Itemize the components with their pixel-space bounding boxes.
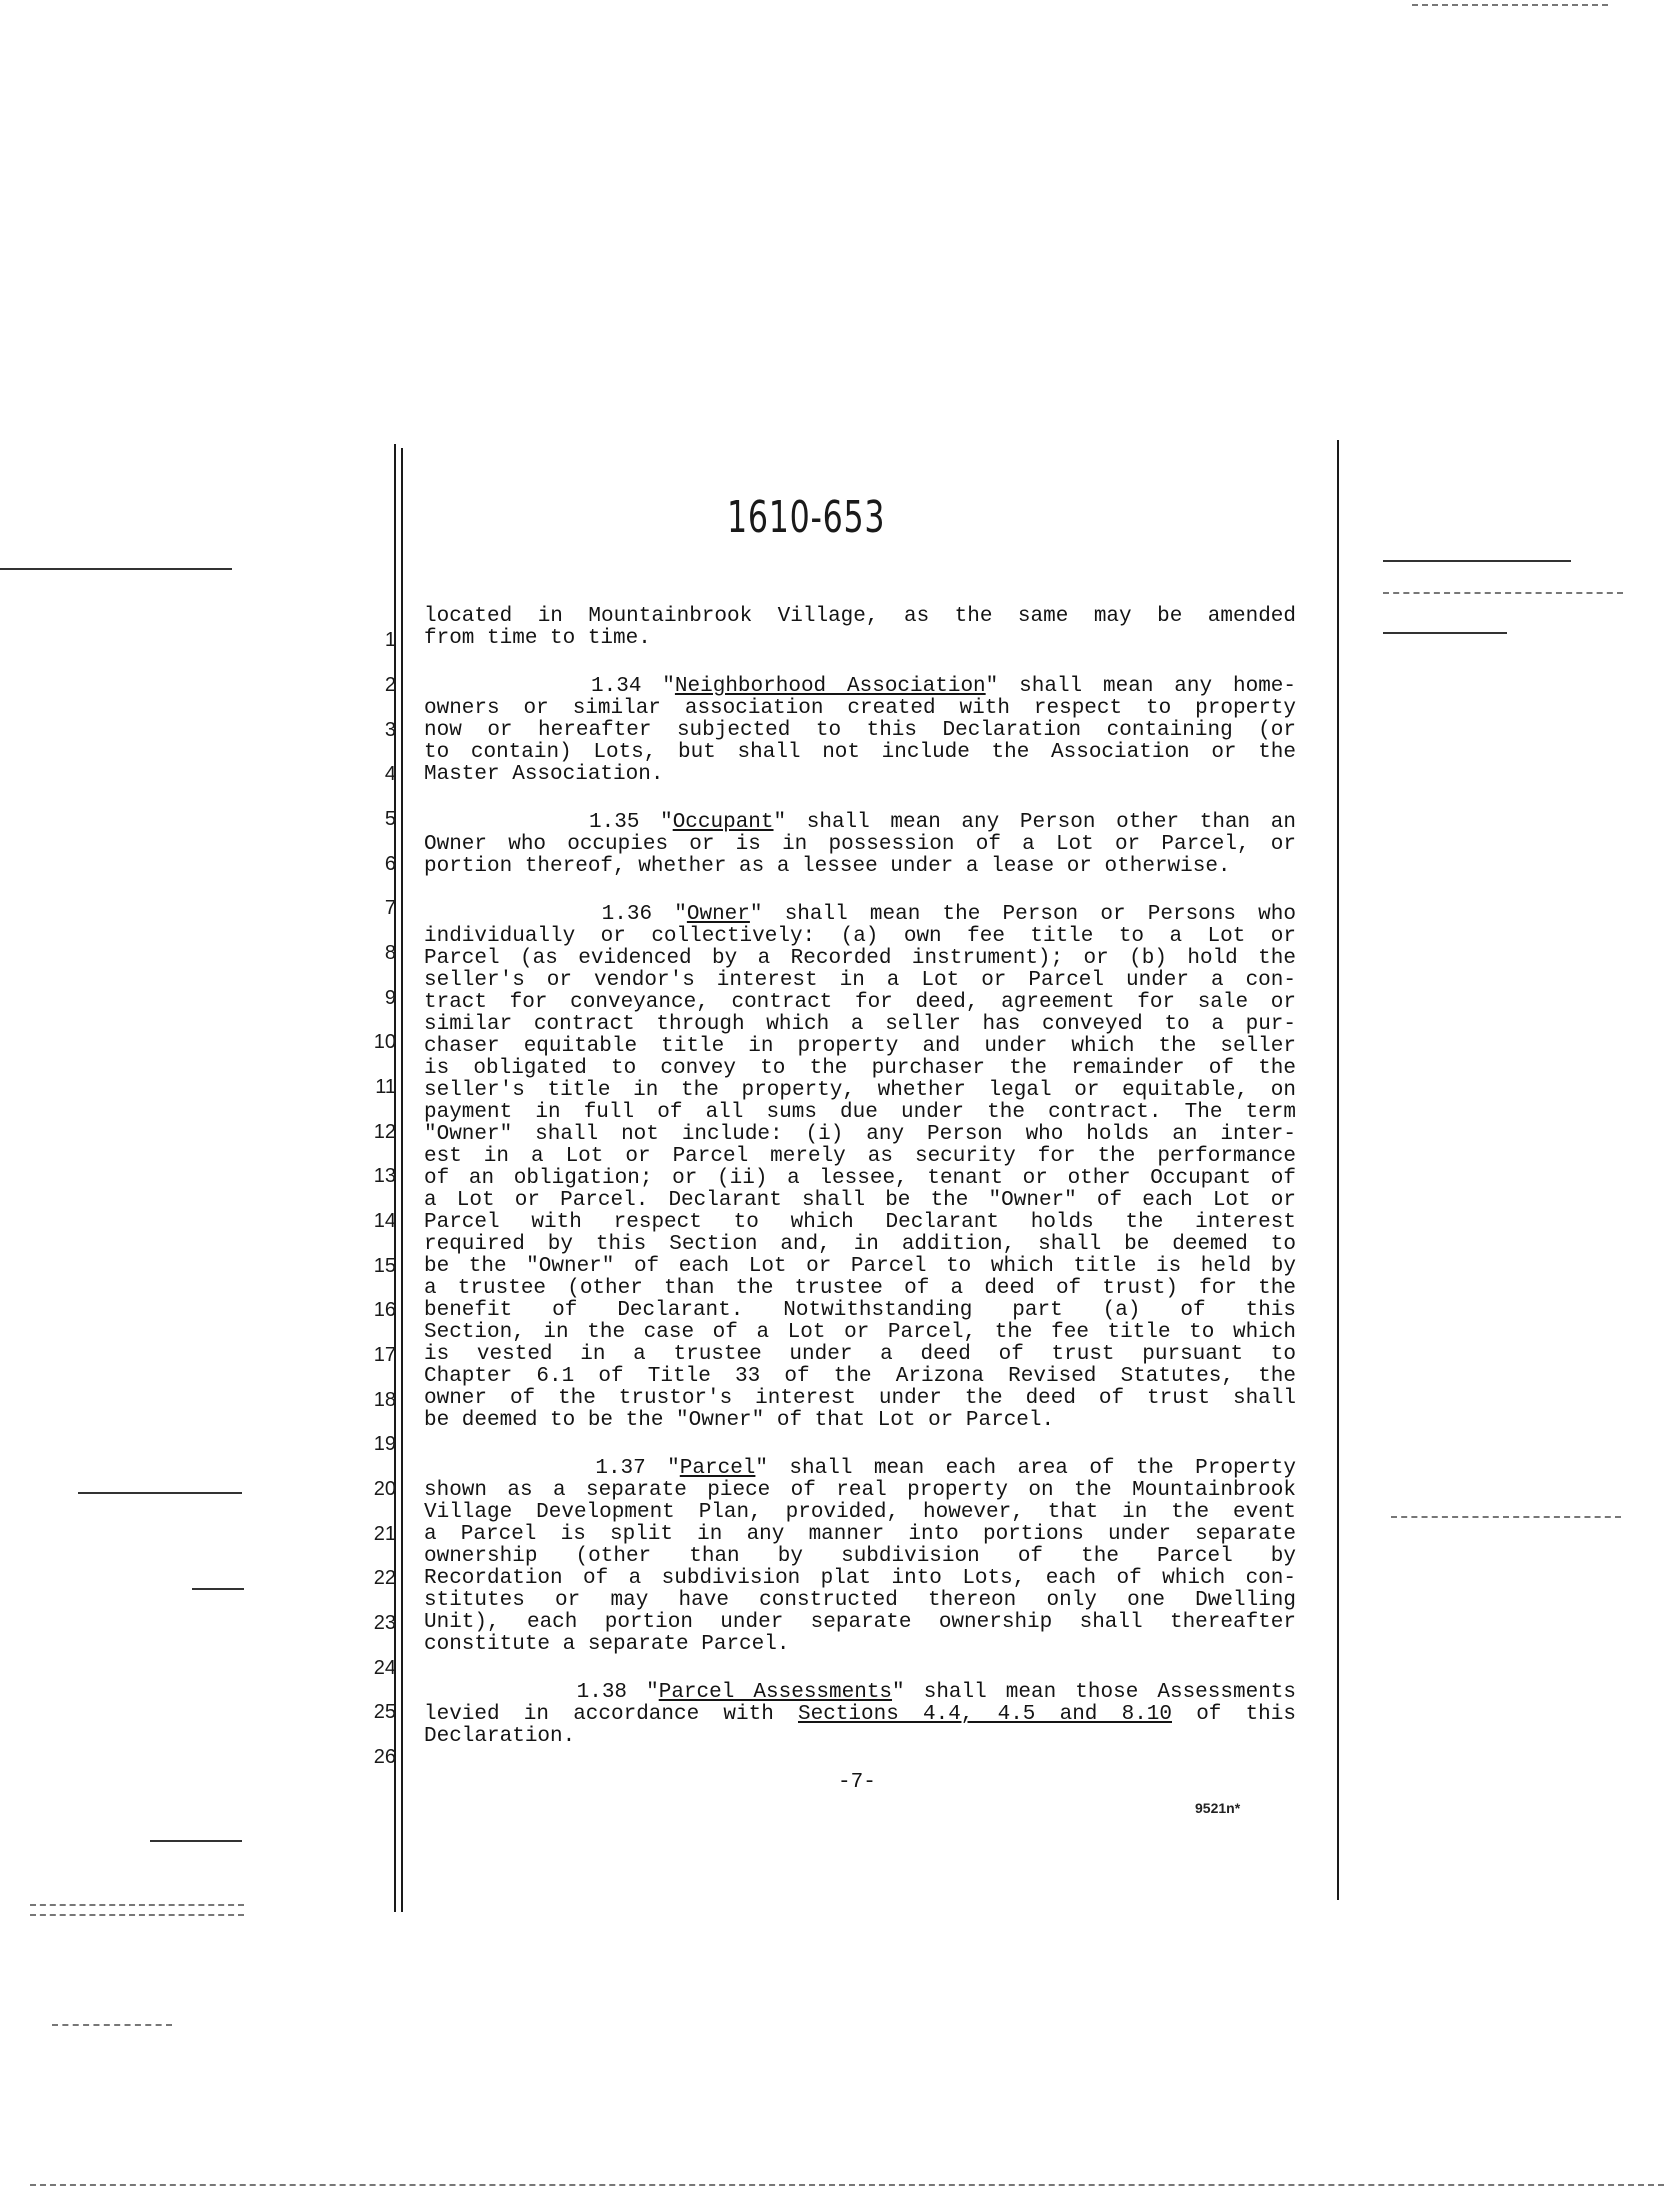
scan-mark: [1391, 1516, 1621, 1518]
text-line: chaser equitable title in property and under which the seller: [424, 1035, 1296, 1058]
text-line: Section, in the case of a Lot or Parcel, the fee title to which: [424, 1321, 1296, 1344]
line-number: 23: [373, 1612, 396, 1634]
defined-term: Parcel: [679, 1457, 756, 1480]
defined-term: Parcel Assessments: [658, 1681, 893, 1704]
defined-term: Sections 4.4, 4.5 and 8.10: [798, 1703, 1172, 1726]
line-number: 25: [373, 1701, 396, 1723]
line-number: 12: [373, 1121, 396, 1143]
text-line: Recordation of a subdivision plat into Lots, each of which con-: [424, 1567, 1296, 1590]
text-line: be deemed to be the "Owner" of that Lot or Parcel.: [424, 1409, 1055, 1432]
defined-term: Owner: [686, 903, 750, 926]
text-line: required by this Section and, in addition, shall be deemed to: [424, 1233, 1296, 1256]
text-line: from time to time.: [424, 627, 651, 650]
text-line: "Owner" shall not include: (i) any Person who holds an inter-: [424, 1123, 1296, 1146]
text-line: be the "Owner" of each Lot or Parcel to which title is held by: [424, 1255, 1296, 1278]
line-number: 7: [384, 897, 396, 919]
text-line: Parcel with respect to which Declarant holds the interest: [424, 1211, 1296, 1234]
text-line: owners or similar association created with respect to property: [424, 697, 1296, 720]
text-line: located in Mountainbrook Village, as the same may be amended: [424, 605, 1296, 628]
scan-mark: [30, 2184, 1664, 2186]
text-line: 1.37 "Parcel" shall mean each area of the Property: [424, 1457, 1296, 1480]
text-line: 1.35 "Occupant" shall mean any Person other than an: [424, 811, 1296, 834]
document-code: 9521n*: [1195, 1800, 1241, 1816]
scan-mark: [30, 1904, 244, 1906]
right-margin-rule: [1337, 440, 1339, 1900]
line-number: 4: [384, 763, 396, 785]
text-line: a trustee (other than the trustee of a deed of trust) for the: [424, 1277, 1296, 1300]
line-number: 14: [373, 1210, 396, 1232]
scan-mark: [30, 1914, 244, 1916]
text-line: Owner who occupies or is in possession of a Lot or Parcel, or: [424, 833, 1296, 856]
text-line: to contain) Lots, but shall not include the Association or the: [424, 741, 1296, 764]
text-line: a Parcel is split in any manner into portions under separate: [424, 1523, 1296, 1546]
text-line: seller's or vendor's interest in a Lot or Parcel under a con-: [424, 969, 1296, 992]
text-line: seller's title in the property, whether legal or equitable, on: [424, 1079, 1296, 1102]
line-number: 10: [373, 1031, 396, 1053]
text-line: est in a Lot or Parcel merely as security for the performance: [424, 1145, 1296, 1168]
defined-term: Occupant: [672, 811, 774, 834]
text-line: Chapter 6.1 of Title 33 of the Arizona Revised Statutes, the: [424, 1365, 1296, 1388]
line-number: 15: [373, 1255, 396, 1277]
text-line: levied in accordance with Sections 4.4, 4.5 and 8.10 of this: [424, 1703, 1296, 1726]
text-line: Parcel (as evidenced by a Recorded instrument); or (b) hold the: [424, 947, 1296, 970]
text-line: portion thereof, whether as a lessee under a lease or otherwise.: [424, 855, 1231, 878]
text-line: stitutes or may have constructed thereon only one Dwelling: [424, 1589, 1296, 1612]
line-number: 13: [373, 1165, 396, 1187]
line-number: 20: [373, 1478, 396, 1500]
text-line: now or hereafter subjected to this Declaration containing (or: [424, 719, 1296, 742]
text-line: Declaration.: [424, 1725, 576, 1748]
line-number: 16: [373, 1299, 396, 1321]
scan-mark: [1412, 4, 1608, 6]
text-line: Village Development Plan, provided, however, that in the event: [424, 1501, 1296, 1524]
line-number: 1: [384, 629, 396, 651]
text-line: similar contract through which a seller has conveyed to a pur-: [424, 1013, 1296, 1036]
line-number: 6: [384, 853, 396, 875]
scan-mark: [78, 1492, 242, 1494]
text-line: constitute a separate Parcel.: [424, 1633, 790, 1656]
text-line: is vested in a trustee under a deed of trust pursuant to: [424, 1343, 1296, 1366]
defined-term: Neighborhood Association: [674, 675, 986, 698]
line-number: 21: [373, 1523, 396, 1545]
scan-mark: [150, 1840, 242, 1842]
text-line: shown as a separate piece of real property on the Mountainbrook: [424, 1479, 1296, 1502]
text-line: Master Association.: [424, 763, 664, 786]
text-line: 1.38 "Parcel Assessments" shall mean those Assessments: [424, 1681, 1296, 1704]
scan-mark: [192, 1588, 244, 1590]
page-number: -7-: [838, 1771, 876, 1794]
text-line: payment in full of all sums due under the contract. The term: [424, 1101, 1296, 1124]
scan-mark: [1383, 560, 1571, 562]
text-line: individually or collectively: (a) own fee title to a Lot or: [424, 925, 1296, 948]
line-number: 9: [384, 987, 396, 1009]
text-line: benefit of Declarant. Notwithstanding part (a) of this: [424, 1299, 1296, 1322]
text-line: tract for conveyance, contract for deed, agreement for sale or: [424, 991, 1296, 1014]
scan-mark: [1383, 632, 1507, 634]
line-number: 2: [384, 674, 396, 696]
line-number: 11: [375, 1076, 396, 1098]
recording-stamp-number: 1610-653: [727, 492, 886, 543]
left-margin-rule-inner: [401, 448, 403, 1912]
text-line: 1.36 "Owner" shall mean the Person or Persons who: [424, 903, 1296, 926]
line-number: 5: [384, 808, 396, 830]
text-line: 1.34 "Neighborhood Association" shall mean any home-: [424, 675, 1297, 698]
text-line: owner of the trustor's interest under the deed of trust shall: [424, 1387, 1296, 1410]
text-line: is obligated to convey to the purchaser the remainder of the: [424, 1057, 1296, 1080]
text-line: a Lot or Parcel. Declarant shall be the "Owner" of each Lot or: [424, 1189, 1296, 1212]
line-number: 18: [373, 1389, 396, 1411]
scan-mark: [0, 568, 232, 570]
line-number: 19: [373, 1433, 396, 1455]
text-line: Unit), each portion under separate ownership shall thereafter: [424, 1611, 1296, 1634]
line-number: 8: [384, 942, 396, 964]
text-line: of an obligation; or (ii) a lessee, tenant or other Occupant of: [424, 1167, 1296, 1190]
scan-mark: [52, 2024, 172, 2026]
scan-mark: [1383, 592, 1623, 594]
line-number: 22: [373, 1567, 396, 1589]
text-line: ownership (other than by subdivision of the Parcel by: [424, 1545, 1296, 1568]
line-number: 26: [373, 1746, 396, 1768]
line-number: 17: [373, 1344, 396, 1366]
line-number: 24: [373, 1657, 396, 1679]
line-number: 3: [384, 719, 396, 741]
